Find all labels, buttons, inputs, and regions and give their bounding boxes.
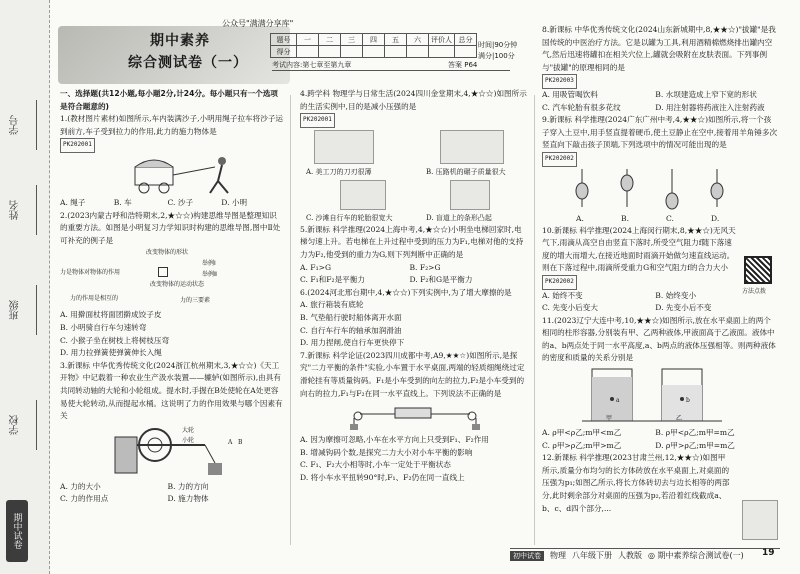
q11-option-b: B. ρ甲<ρ乙;m甲=m乙 — [655, 428, 735, 438]
column-1 — [60, 88, 284, 506]
mind-map — [60, 247, 284, 309]
q5-option-b: B. F₂>G — [409, 262, 441, 272]
q2-option-c: C. 小猴子坐在树枝上将树枝压弯 — [60, 335, 170, 345]
q1-option-a: A. 绳子 — [60, 197, 86, 207]
q7-figure — [300, 400, 528, 434]
q4-option-b: B. 压路机的碾子质量很大 — [426, 167, 506, 176]
q9-figures — [542, 167, 778, 225]
q4-figures — [300, 128, 528, 224]
label-name: 姓名 — [10, 200, 21, 220]
road-roller-image — [440, 130, 504, 164]
score-header-cell: 总分 — [455, 34, 477, 46]
q6-option-c: C. 自行车行车的轴承加润滑油 — [300, 325, 402, 335]
score-cell[interactable]: 得分 — [271, 46, 297, 58]
q2-option-b: B. 小明骑自行车匀速转弯 — [60, 322, 147, 332]
q6-option-d: D. 用力捏闸,使自行车更快停下 — [300, 338, 405, 348]
q4-option-a: A. 美工刀的刀刃很薄 — [306, 167, 372, 176]
question-10: 10.新课标 科学推理(2024上海闵行期末,8,★★☆)无风天气下,雨滴从高空自由竖直下落时,所受空气阻力f随下落速度的增大而增大,在接近地面时雨滴开始做匀速直线运动。则在下落过程中,雨滴所受重力G和空气阻力f的合力大小 — [542, 225, 736, 273]
q1-code: PK202001 — [60, 138, 95, 153]
label-a-point: a — [616, 397, 620, 405]
score-header-cell: 五 — [385, 34, 407, 46]
mm-example-2: 举例Ⅱ — [202, 271, 217, 279]
q3-options — [60, 481, 284, 506]
line-class — [36, 285, 37, 335]
q1-figure — [60, 153, 284, 197]
utility-knife-image — [314, 130, 374, 164]
label-small-wheel: 小轮 — [182, 436, 195, 444]
section-heading: 一、选择题(共12小题,每小题2分,计24分。每小题只有一个选项是符合题意的) — [60, 89, 278, 111]
q10-option-b: B. 始终变小 — [655, 290, 697, 300]
q8-option-c: C. 汽车轮胎有很多花纹 — [542, 102, 621, 112]
q7-option-c: C. F₁、F₂大小相等时,小车一定处于平衡状态 — [300, 460, 451, 470]
answer-ref: 答案 P64 — [448, 61, 478, 69]
question-9: 9.新课标 科学推理(2024广东广州中考,4,★★☆)如图所示,将一个孩子穿入土豆中,用手竖直提着硬币,使土豆静止在空中,接着用羊角锤多次竖直向下敲击孩子顶端,下列选项中的情况可能出现的是 — [542, 115, 778, 150]
col-divider-1 — [290, 95, 291, 545]
qr-label: 方法点拨 — [742, 288, 767, 295]
column-2 — [300, 88, 528, 484]
score-cell[interactable] — [385, 46, 407, 58]
cart-sand-icon — [130, 153, 250, 195]
q7-option-a: A. 因为摩擦可忽略,小车在水平方向上只受到F₁、F₂作用 — [300, 435, 489, 445]
score-table — [270, 33, 477, 58]
q6-option-b: B. 气垫船行驶时船体离开水面 — [300, 312, 402, 322]
line-school — [36, 400, 37, 450]
score-header-cell: 题号 — [271, 34, 297, 46]
q9-code: PK202002 — [542, 152, 577, 167]
time-limit: 时间|90分钟 — [478, 41, 518, 49]
question-3: 3.新课标 中华优秀传统文化(2024浙江杭州期末,3,★☆☆)《天工开物》中记载着一种农业生产汲水装置——辘轳(如图所示),由具有共同转动轴的大轮和小轮组成。提水时,手握在B处使轮在A处更容易使大轮转动,从而提起水桶。这说明了力的作用效果与哪个因素有关 — [60, 360, 283, 421]
question-11: 11.(2023辽宁大连中考,10,★★☆)如图所示,放在水平桌面上的两个相同的柱形容器,分别装有甲、乙两种液体,甲液面高于乙液面。液体中的a、b两点处于同一水平高度,a、b两点的液体压强相等。则两种液体的密度和质量的关系分别是 — [542, 315, 776, 363]
q11-option-c: C. ρ甲>ρ乙;m甲>m乙 — [542, 440, 622, 450]
beach-bike-image — [340, 180, 386, 210]
question-1: 1.(教材图片素材)如图所示,车内装满沙子,小明用绳子拉车将沙子运到前方,车子受到拉力的作用,此力的施力物体是 — [60, 114, 284, 136]
score-cell[interactable] — [407, 46, 429, 58]
column-3 — [542, 24, 778, 513]
q9-option-b: B. — [621, 213, 629, 223]
question-7: 7.新课标 科学论证(2023四川成都中考,A9,★★☆)如图所示,是探究"二力平衡的条件"实验,小车置于水平桌面,两端的轻质细绳绕过定滑轮挂有等质量钩码。F₁是小车受到的向左的拉力,F₂是小车受到的向右的拉力,F₁与F₂在同一水平直线上。下列说法不正确的是 — [300, 350, 525, 398]
q9-option-d: D. — [711, 213, 720, 223]
binding-strip — [0, 0, 50, 574]
q9-option-a: A. — [576, 213, 584, 223]
q1-option-d: D. 小明 — [221, 197, 248, 207]
q2-option-a: A. 用擀面杖将面团擀成饺子皮 — [60, 310, 162, 320]
q10-option-d: D. 先变小后不变 — [655, 303, 712, 313]
full-score: 满分|100分 — [478, 52, 515, 60]
q7-options — [300, 434, 528, 484]
q8-code: PK202003 — [542, 74, 577, 89]
q9-option-c: C. — [666, 213, 674, 223]
score-cell[interactable] — [429, 46, 455, 58]
q8-option-d: D. 用注射器将药液注入注射药液 — [655, 102, 765, 112]
label-number: 学号 — [10, 115, 21, 135]
page-number: 19 — [762, 548, 775, 558]
qr-code-icon[interactable] — [744, 256, 772, 284]
q5-options — [300, 262, 528, 287]
label-big-wheel: 大轮 — [182, 426, 195, 434]
question-12: 12.新课标 科学推理(2023甘肃兰州,12,★★☆)如图甲所示,质量分布均匀的长方体砖放在水平桌面上,对桌面的压强为p₁;如图乙所示,将长方体砖切去与边长相等的两部分,此时剩余部分对桌面的压强为p₂,若沿着红线截成a、b、c、d四个部分,... — [542, 453, 730, 513]
question-5: 5.新课标 科学推理(2024上海中考,4,★☆☆)小明坐电梯回家时,电梯匀速上升。若电梯在上升过程中受到的压力为F₁,电梯对他的支持力为F₂,他受到的重力为G,则下列判断中正确的是 — [300, 224, 524, 259]
score-cell[interactable] — [319, 46, 341, 58]
score-header-cell: 评价人 — [429, 34, 455, 46]
mm-node-motion: 改变物体的运动状态 — [150, 281, 205, 289]
q4-code: PK202001 — [300, 113, 335, 128]
label-class: 班级 — [10, 300, 21, 320]
exam-scope: 考试内容:第七章至第九章 — [272, 60, 510, 71]
score-header-cell: 一 — [297, 34, 319, 46]
q5-option-d: D. F₂和G是平衡力 — [409, 275, 473, 285]
q8-option-a: A. 用吸管喝饮料 — [542, 89, 598, 99]
q3-option-a: A. 力的大小 — [60, 481, 101, 491]
score-cell[interactable] — [297, 46, 319, 58]
page-title: 期中素养 — [150, 33, 210, 49]
q7-option-d: D. 将小车水平扭转90°时,F₁、F₂仍在同一直线上 — [300, 472, 465, 482]
line-name — [36, 185, 37, 235]
q11-options — [542, 427, 778, 452]
line-number — [36, 100, 37, 150]
mm-root: 力是物体对物体的作用 — [60, 269, 121, 277]
footer — [510, 548, 780, 562]
tactile-paving-image — [450, 180, 490, 210]
two-force-balance-icon — [350, 400, 480, 432]
score-cell[interactable] — [455, 46, 477, 58]
score-header-cell: 四 — [363, 34, 385, 46]
q2-options — [60, 309, 284, 359]
q11-figure — [542, 365, 778, 427]
label-yi: 乙 — [676, 415, 683, 423]
brand-logo: 期中试卷 — [6, 500, 28, 562]
q11-option-d: D. ρ甲>ρ乙;m甲=m乙 — [655, 440, 735, 450]
q8-option-b: B. 水坝建造成上窄下宽的形状 — [655, 89, 757, 99]
q1-option-b: B. 车 — [113, 197, 132, 207]
footer-edition: 人教版 — [618, 551, 642, 560]
footer-paper: ◎ 期中素养综合测试卷(一) — [648, 551, 744, 560]
q4-option-c: C. 沙滩自行车的轮胎很宽大 — [306, 213, 393, 222]
label-school: 学校 — [10, 415, 21, 435]
q10-code: PK202002 — [542, 275, 577, 290]
footer-brand: 初中试卷 — [510, 551, 544, 561]
q3-option-d: D. 施力物体 — [167, 494, 209, 504]
col-divider-2 — [534, 95, 535, 545]
q6-options — [300, 299, 528, 349]
score-header-cell: 六 — [407, 34, 429, 46]
q3-figure — [60, 423, 284, 481]
q7-option-b: B. 增减钩码个数,是探究二力大小对小车平衡的影响 — [300, 447, 473, 457]
mm-node-mutual: 力的作用是相互的 — [70, 295, 119, 303]
q12-brick-figure — [742, 500, 778, 540]
footer-grade: 八年级下册 — [572, 551, 612, 560]
exam-info — [478, 40, 517, 62]
watermark-text: 公众号"满满分享库" — [222, 19, 294, 28]
q5-option-a: A. F₁>G — [300, 262, 332, 272]
mm-node-elements: 力的三要素 — [180, 297, 211, 305]
label-jia: 甲 — [606, 415, 613, 423]
q11-option-a: A. ρ甲<ρ乙;m甲<m乙 — [542, 428, 622, 438]
mm-center-box — [158, 267, 168, 277]
score-cell[interactable] — [363, 46, 385, 58]
q2-option-d: D. 用力拉弹簧使弹簧伸长入绳 — [60, 348, 162, 358]
score-header-cell: 三 — [341, 34, 363, 46]
mm-example-1: 举例Ⅰ — [202, 260, 216, 268]
q10-option-a: A. 始终不变 — [542, 290, 583, 300]
score-cell[interactable] — [341, 46, 363, 58]
q6-option-a: A. 旅行箱装有底轮 — [300, 300, 364, 310]
q5-option-c: C. F₁和F₂是平衡力 — [300, 275, 365, 285]
question-4: 4.跨学科 物理学与日常生活(2024四川金堂期末,4,★☆☆)如图所示的生活实例中,目的是减小压强的是 — [300, 89, 527, 111]
label-b-point: b — [686, 397, 690, 405]
question-6: 6.(2024河北邢台期中,4,★☆☆)下列实例中,为了增大摩擦的是 — [300, 287, 512, 297]
q8-options — [542, 89, 778, 114]
mm-node-shape: 改变物体的形状 — [146, 249, 189, 257]
q1-option-c: C. 沙子 — [167, 197, 194, 207]
page-subtitle: 综合测试卷（一） — [128, 55, 248, 71]
score-header-cell: 二 — [319, 34, 341, 46]
footer-subject: 物理 — [550, 551, 566, 560]
two-containers-icon — [582, 365, 732, 425]
q10-option-c: C. 先变小后变大 — [542, 303, 598, 313]
label-b: B — [238, 438, 243, 446]
question-2: 2.(2023内蒙古呼和浩特期末,2,★☆☆)构建思维导图是整理知识的重要方法。如图是小明复习力学知识时构建的思维导图,图中Ⅱ处可补充的例子是 — [60, 210, 281, 245]
q1-options — [60, 197, 284, 210]
question-8: 8.新课标 中华优秀传统文化(2024山东新城期中,8,★★☆)"拔罐"是我国传统的中医治疗方法。它是以罐为工具,利用酒精棉燃烧排出罐内空气,然后迅速将罐扣在相关穴位上,罐就会吸附在皮肤表面。下列事例与"拔罐"的原理相同的是 — [542, 25, 776, 72]
q4-option-d: D. 盲道上的条形凸起 — [426, 213, 492, 222]
label-a: A — [228, 438, 233, 446]
q3-option-c: C. 力的作用点 — [60, 494, 109, 504]
q3-option-b: B. 力的方向 — [167, 481, 209, 491]
